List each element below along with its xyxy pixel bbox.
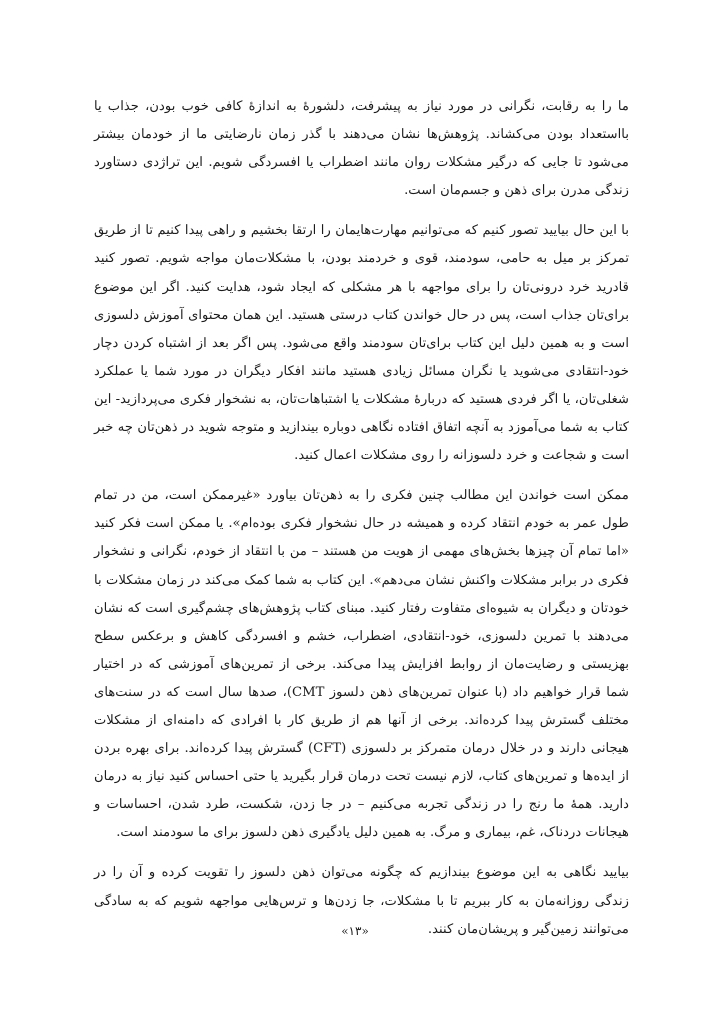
body-text [94, 93, 629, 956]
page-number: «۱۳» [341, 924, 369, 938]
paragraph-2: با این حال بیایید تصور کنیم که می‌توانیم مهارت‌هایمان را ارتقا بخشیم و راهی پیدا کنیم تا از طریق تمرکز بر میل به حامی، سودمند، قوی و خردمند بودن، با مشکلات‌مان مواجه شویم. تصور کنید قادرید خرد درونی‌تان را برای مواجهه با هر مشکلی که ایجاد شود، هدایت کنید. اگر این موضوع برای‌تان جذاب است، پس در حال خواندن کتاب درستی هستید. این همان محتوای آموزش دلسوزی است و به همین دلیل این کتاب برای‌تان سودمند واقع می‌شود. پس اگر بعد از اشتباه کردن دچار خود-انتقادی می‌شوید یا نگران مسائل زیادی هستید مانند افکار دیگران در مورد شما یا عملکرد شغلی‌تان، یا اگر فردی هستید که دربارهٔ مشکلات یا اشتباهات‌تان، به نشخوار فکری می‌پردازید- این کتاب به شما می‌آموزد به آنچه اتفاق افتاده نگاهی دوباره بیندازید و متوجه شوید در ذهن‌تان چه خبر است و شجاعت و خرد دلسوزانه را روی مشکلات اعمال کنید. [94, 223, 629, 464]
paragraph-4: بیایید نگاهی به این موضوع بیندازیم که چگونه می‌توان ذهن دلسوز را تقویت کرده و آن را در زندگی روزانه‌مان به کار ببریم تا با مشکلات، جا زدن‌ها و ترس‌هایی مواجهه شویم که به سادگی می‌توانند زمین‌گیر و پریشان‌مان کنند. [94, 865, 629, 937]
paragraph-1: ما را به رقابت، نگرانی در مورد نیاز به پیشرفت، دلشورهٔ به اندازهٔ کافی خوب بودن، جذاب یا بااستعداد بودن می‌کشاند. پژوهش‌ها نشان می‌دهند با گذر زمان نارضایتی ما از خودمان بیشتر می‌شود تا جایی که درگیر مشکلات روان مانند اضطراب یا افسردگی شویم. این تراژدی دستاورد زندگی مدرن برای ذهن و جسم‌مان است. [94, 99, 629, 199]
paragraph-3: ممکن است خواندن این مطالب چنین فکری را به ذهن‌تان بیاورد «غیرممکن است، من در تمام طول عمر به خودم انتقاد کرده و همیشه در حال نشخوار فکری بوده‌ام». یا ممکن است فکر کنید «اما تمام آن چیزها بخش‌های مهمی از هویت من هستند – من با انتقاد از خودم، نگرانی و نشخوار فکری در برابر مشکلات واکنش نشان می‌دهم». این کتاب به شما کمک می‌کند در زمان مشکلات با خودتان و دیگران به شیوه‌ای متفاوت رفتار کنید. مبنای کتاب پژوهش‌های چشم‌گیری است که نشان می‌دهند با تمرین دلسوزی، خود-انتقادی، اضطراب، خشم و افسردگی کاهش و برعکس سطح بهزیستی و رضایت‌مان از روابط افزایش پیدا می‌کند. برخی از تمرین‌های آموزشی که در اختیار شما قرار خواهیم داد (با عنوان تمرین‌های ذهن دلسوز CMT)، صدها سال است که در سنت‌های مختلف گسترش پیدا کرده‌اند. برخی از آنها هم از طریق کار با افرادی که دامنه‌ای از مشکلات هیجانی دارند و در خلال درمان متمرکز بر دلسوزی (CFT) گسترش پیدا کرده‌اند. برای بهره بردن از ایده‌ها و تمرین‌های کتاب، لازم نیست تحت درمان قرار بگیرید یا حتی احساس کنید نیاز به درمان دارید. همهٔ ما رنج را در زندگی تجربه می‌کنیم – در جا زدن، شکست، طرد شدن، احساسات و هیجانات دردناک، غم، بیماری و مرگ. به همین دلیل یادگیری ذهن دلسوز برای ما سودمند است. [94, 488, 629, 841]
